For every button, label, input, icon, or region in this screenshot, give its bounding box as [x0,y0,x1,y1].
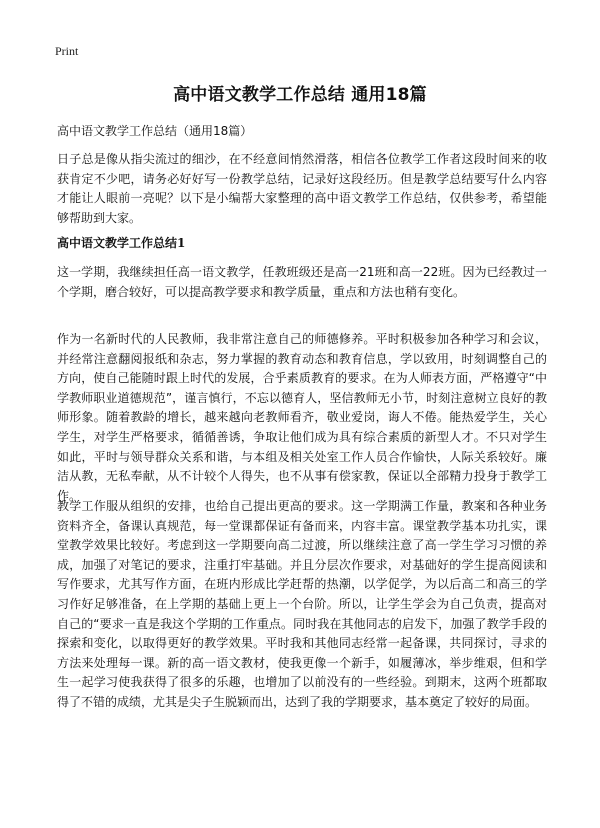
print-link[interactable]: Print [55,44,79,58]
section-heading: 高中语文教学工作总结1 [57,236,186,250]
intro-paragraph: 日子总是像从指尖流过的细沙，在不经意间悄然滑落，相信各位教学工作者这段时间来的收获肯定不少吧，请务必好好写一份教学总结，记录好这段经历。但是教学总结要写什么内容才能让人眼前一亮呢？以下是小编帮大家整理的高中语文教学工作总结，仅供参考，希望能够帮助到大家。 [57,152,547,225]
page-title: 高中语文教学工作总结 通用18篇 [173,85,427,105]
document-subtitle: 高中语文教学工作总结（通用18篇） [57,124,253,138]
body-paragraph-3: 教学工作服从组织的安排，也给自己提出更高的要求。这一学期满工作量，教案和各种业务资料齐全，备课认真规范，每一堂课都保证有备而来，内容丰富。课堂教学基本功扎实，课堂教学效果比较好。考虑到这一学期要向高二过渡，所以继续注意了高一学生学习习惯的养成，加强了对笔记的要求，注重打牢基础。并且分层次作要求，对基础好的学生提高阅读和写作要求，尤其写作方面，在班内形成比学赶帮的热潮，以学促学，为以后高二和高三的学习作好足够准备，在上学期的基础上更上一个台阶。所以，让学生学会为自己负责，提高对自己的“要求一直是我这个学期的工作重点。同时我在其他同志的启发下，加强了教学手段的探索和变化，以取得更好的教学效果。平时我和其他同志经常一起备课，共同探讨，寻求的方法来处理每一课。新的高一语文教材，使我更像一个新手，如履薄冰，举步维艰，但和学生一起学习使我获得了很多的乐趣，也增加了以前没有的一些经验。到期末，这两个班都取得了不错的成绩，尤其是尖子生脱颖而出，达到了我的学期要求，基本奠定了较好的局面。 [57,499,547,709]
body-paragraph-2: 作为一名新时代的人民教师，我非常注意自己的师德修养。平时积极参加各种学习和会议，并经常注意翻阅报纸和杂志，努力掌握的教育动态和教育信息，学以致用，时刻调整自己的方向，使自己能随时跟上时代的发展，合乎素质教育的要求。在为人师表方面，严格遵守“中学教师职业道德规范”，谨言慎行，不忘以德育人，坚信教师无小节，时刻注意树立良好的教师形象。随着教龄的增长，越来越向老教师看齐，敬业爱岗，诲人不倦。能热爱学生，关心学生，对学生严格要求，循循善诱，争取让他们成为具有综合素质的新型人才。不只对学生如此，平时与领导群众关系和谐，与本组及相关处室工作人员合作愉快，人际关系较好。廉洁从教，无私奉献，从不计较个人得失，也不从事有偿家教，保证以全部精力投身于教学工作。 [57,332,547,503]
body-paragraph-1: 这一学期，我继续担任高一语文教学，任教班级还是高一21班和高一22班。因为已经教过一个学期，磨合较好，可以提高教学要求和教学质量，重点和方法也稍有变化。 [57,265,547,299]
